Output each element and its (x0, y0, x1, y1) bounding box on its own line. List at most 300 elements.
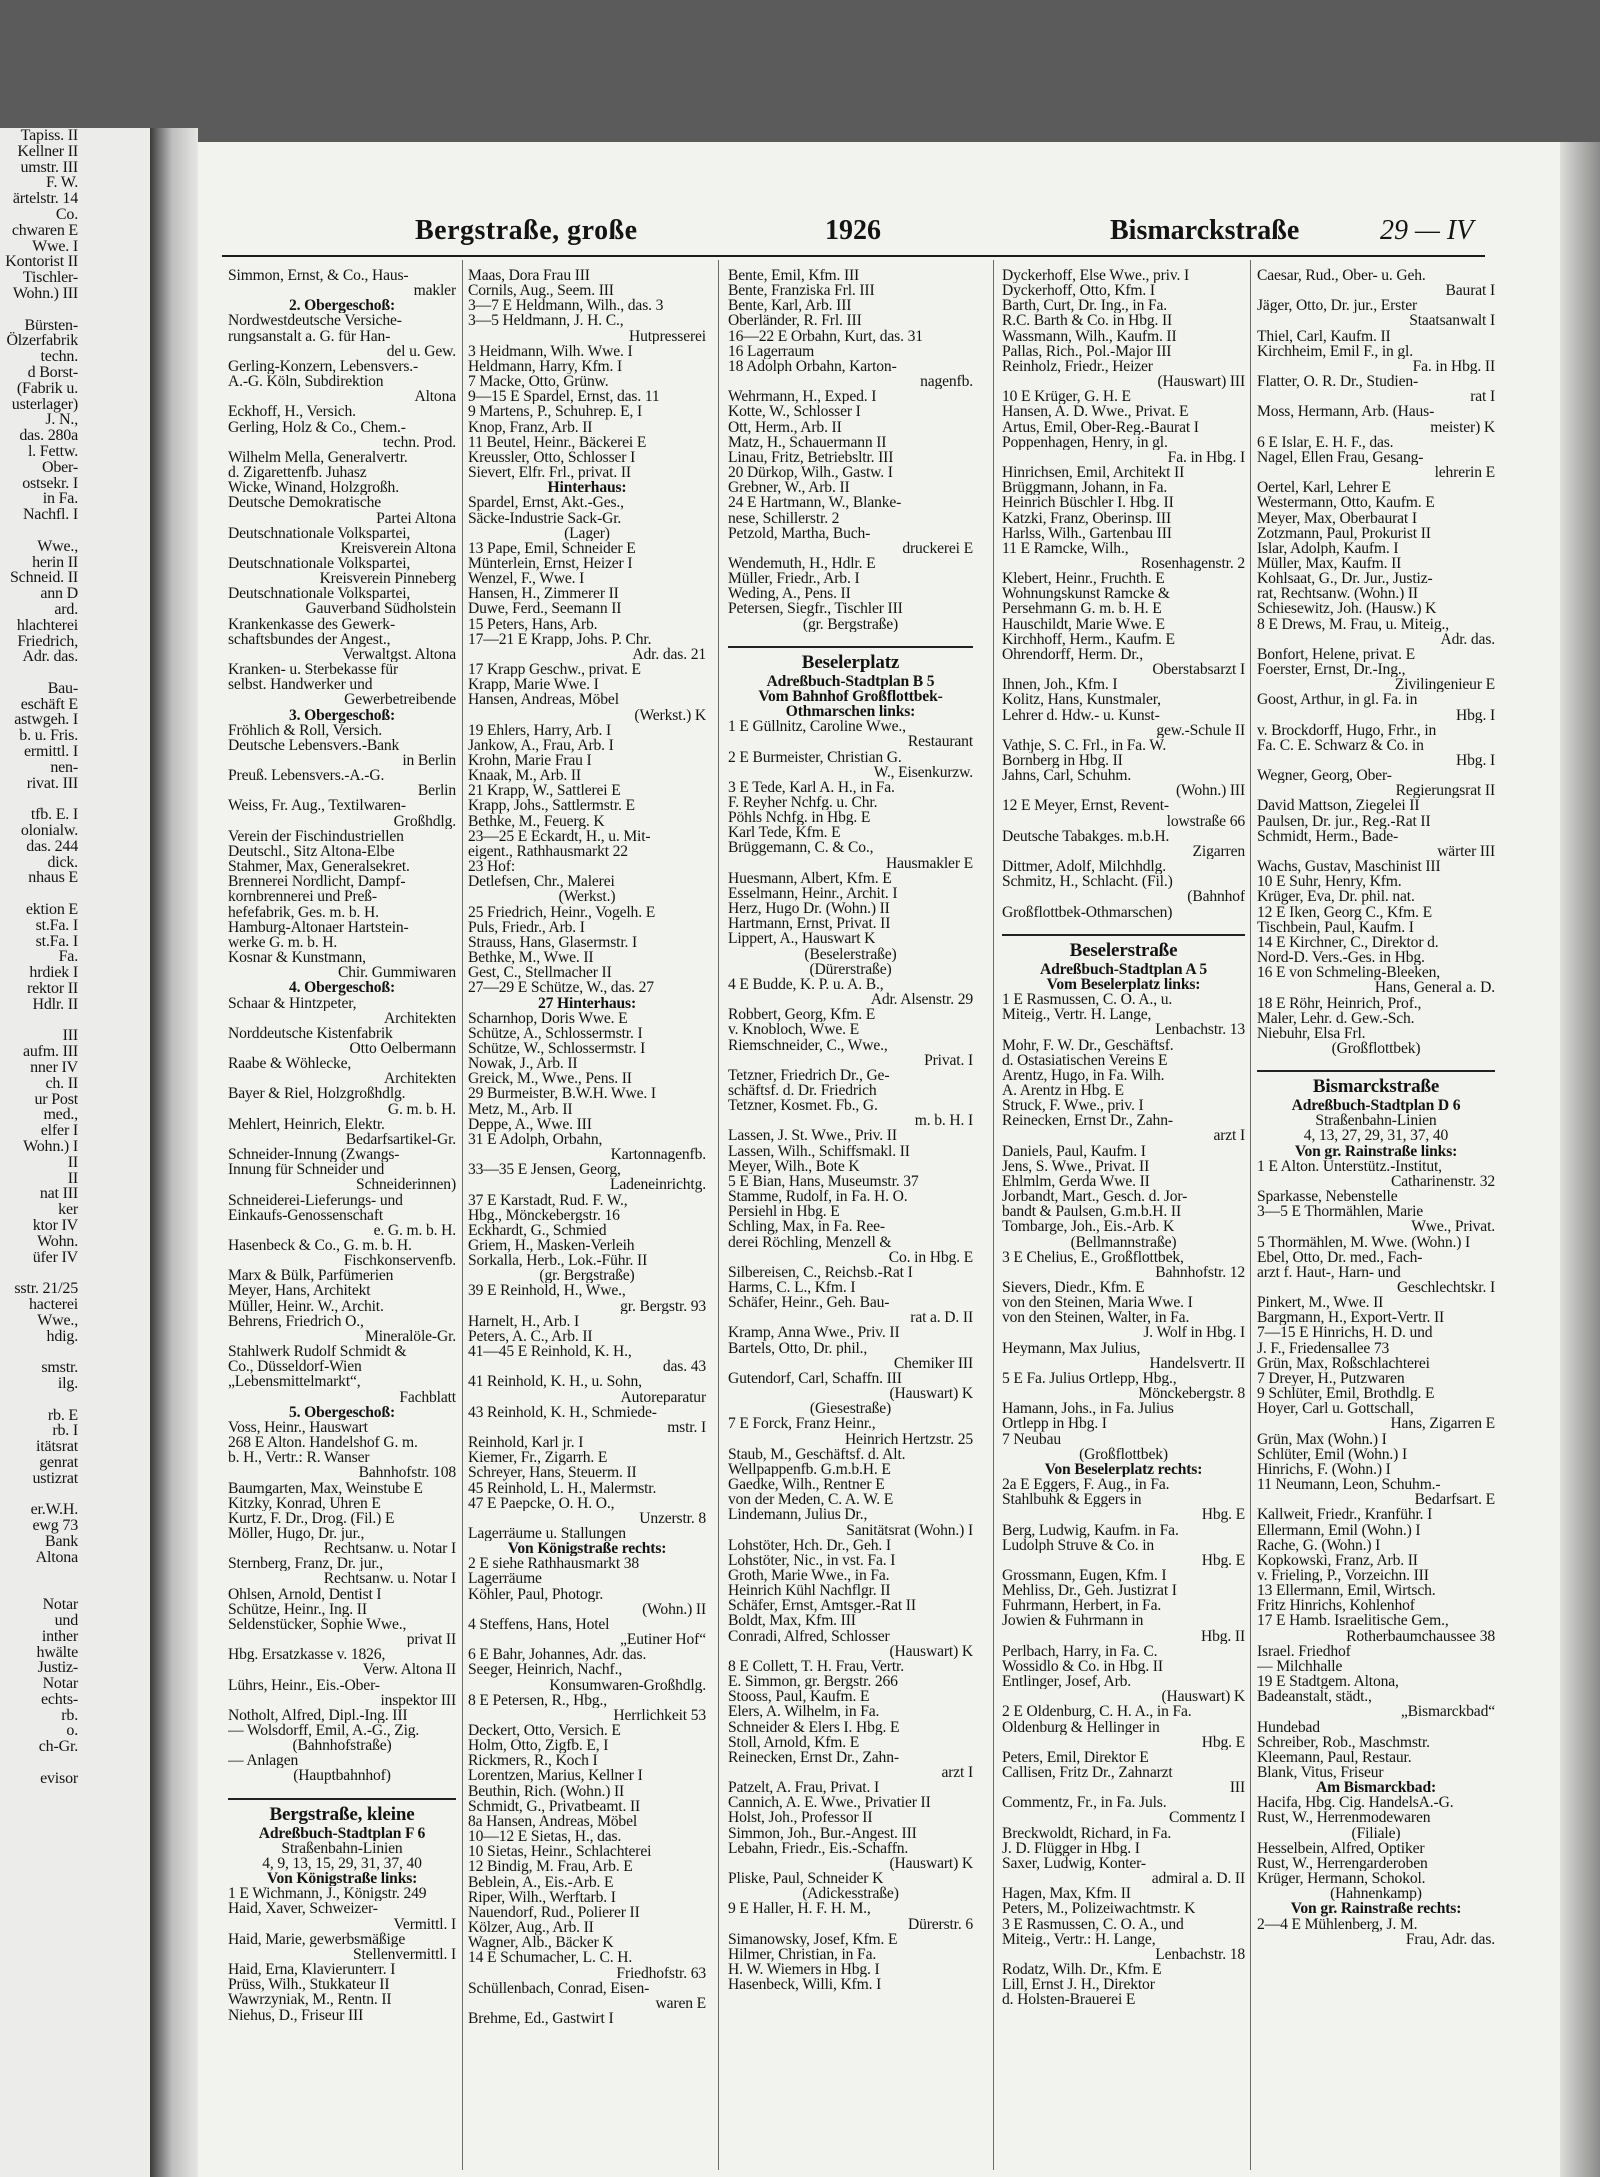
directory-entry: Holm, Otto, Zigfb. E, I (468, 1738, 609, 1754)
facing-page-line: Friedrich, (17, 632, 78, 650)
directory-entry: Wicke, Winand, Holzgroßh. (228, 480, 399, 496)
facing-page-line: Wwe., (37, 1311, 78, 1329)
facing-page-line: Bürsten- (24, 316, 78, 334)
facing-page-line: Bau- (47, 679, 78, 697)
facing-page-line: nhaus E (28, 869, 78, 887)
directory-entry: 45 Reinhold, L. H., Malermstr. (468, 1480, 657, 1496)
directory-entry: (Hauswart) K (889, 1643, 973, 1659)
directory-entry: e. G. m. b. H. (373, 1222, 456, 1238)
directory-entry: Holst, Joh., Professor II (728, 1810, 873, 1826)
directory-entry: 14 E Kirchner, C., Direktor d. (1257, 934, 1439, 951)
directory-entry: Architekten (384, 1071, 456, 1087)
directory-entry: Commentz I (1168, 1810, 1245, 1826)
directory-entry: Cornils, Aug., Seem. III (468, 283, 614, 299)
directory-entry: m. b. H. I (914, 1113, 973, 1129)
facing-page-line (0, 886, 150, 902)
directory-entry: Bente, Karl, Arb. III (728, 298, 852, 314)
facing-page-line (0, 1344, 150, 1360)
directory-entry: 4, 13, 27, 29, 31, 37, 40 (1303, 1128, 1449, 1144)
facing-page-line: und (54, 1611, 78, 1629)
directory-entry: Deutschnationale Volkspartei, (228, 525, 411, 541)
directory-entry: Sievert, Elfr. Frl., privat. II (468, 465, 631, 481)
directory-entry: Wassmann, Wilh., Kaufm. II (1002, 328, 1177, 344)
directory-entry: A.-G. Köln, Subdirektion (228, 374, 384, 390)
directory-entry: Miteig., Vertr.: H. Lange, (1002, 1931, 1156, 1947)
directory-entry: (gr. Bergstraße) (802, 616, 899, 632)
directory-entry: 24 E Hartmann, W., Blanke- (728, 495, 902, 511)
directory-entry: 41—45 E Reinhold, K. H., (468, 1344, 632, 1360)
directory-entry: Nauendorf, Rud., Polierer II (468, 1904, 640, 1921)
directory-entry: (Großflottbek) (1331, 1040, 1421, 1057)
directory-entry: rat, Rechtsanw. (Wohn.) II (1257, 586, 1418, 602)
directory-entry: Schütze, Heinr., Ing. II (228, 1601, 367, 1617)
directory-entry: von den Steinen, Maria Wwe. I (1002, 1295, 1193, 1311)
directory-entry: Straßenbahn-Linien (281, 1840, 403, 1856)
directory-entry: Schäfer, Ernst, Amtsger.-Rat II (728, 1598, 916, 1614)
directory-entry: 4 E Budde, K. P. u. A. B., (728, 976, 884, 993)
directory-entry: Herz, Hugo Dr. (Wohn.) II (728, 901, 890, 917)
directory-entry: F. Reyher Nchfg. u. Chr. (728, 795, 878, 811)
directory-entry: Mineralöle-Gr. (365, 1328, 456, 1345)
directory-entry: Von gr. Rainstraße links: (1294, 1143, 1458, 1159)
directory-entry: III (1229, 1780, 1245, 1796)
directory-entry: Tetzner, Kosmet. Fb., G. (728, 1098, 878, 1114)
directory-entry: Voss, Heinr., Hauswart (228, 1419, 368, 1436)
directory-entry: Scharnhop, Doris Wwe. E (468, 1010, 628, 1026)
directory-entry: Ihnen, Joh., Kfm. I (1002, 677, 1118, 693)
directory-entry: 2 E Oldenburg, C. H. A., in Fa. (1002, 1704, 1192, 1720)
directory-entry: Simmon, Ernst, & Co., Haus- (228, 268, 409, 284)
directory-entry: Von gr. Rainstraße rechts: (1290, 1901, 1462, 1917)
directory-entry: Hbg. I (1456, 753, 1495, 769)
directory-entry: Persiehl in Hbg. E (728, 1204, 840, 1220)
directory-entry: 3 E Tede, Karl A. H., in Fa. (728, 779, 895, 795)
directory-entry: techn. Prod. (382, 434, 456, 450)
directory-entry: Raabe & Wöhlecke, (228, 1056, 352, 1072)
directory-entry: Lorentzen, Marius, Kellner I (468, 1768, 643, 1784)
directory-entry: Adreßbuch-Stadtplan B 5 (766, 673, 935, 689)
directory-entry: Kopkowski, Franz, Arb. II (1257, 1552, 1418, 1568)
directory-entry: Groth, Marie Wwe., in Fa. (728, 1567, 890, 1584)
directory-column-2 (468, 268, 706, 2026)
directory-entry: 12 E Iken, Georg C., Kfm. E (1257, 904, 1432, 920)
directory-entry: Schütze, A., Schlossermstr. I (468, 1025, 643, 1041)
directory-entry: Ludolph Struve & Co. in (1002, 1537, 1155, 1553)
directory-entry: Katzki, Franz, Oberinsp. III (1002, 510, 1172, 526)
directory-entry: Deutschl., Sitz Altona-Elbe (228, 843, 395, 860)
directory-entry: Dürerstr. 6 (907, 1916, 973, 1932)
directory-entry: Reinecken, Ernst Dr., Zahn- (1002, 1113, 1173, 1129)
directory-entry: v. Knobloch, Wwe. E (728, 1022, 859, 1038)
directory-entry: Silbereisen, C., Reichsb.-Rat I (728, 1264, 913, 1280)
directory-entry: 41 Reinhold, K. H., u. Sohn, (468, 1374, 642, 1390)
directory-entry: Hbg., Mönckebergstr. 16 (468, 1207, 620, 1223)
directory-entry: Partei Altona (376, 510, 456, 526)
directory-entry: Gewerbetreibende (344, 692, 456, 708)
directory-entry: Schneiderinnen) (356, 1177, 456, 1193)
directory-entry: Vom Beselerplatz links: (1046, 976, 1201, 993)
directory-entry: Stoll, Arnold, Kfm. E (728, 1734, 860, 1750)
facing-page-line (0, 523, 150, 539)
directory-entry: Rodatz, Wilh. Dr., Kfm. E (1002, 1962, 1162, 1978)
directory-entry: Entlinger, Josef, Arb. (1002, 1674, 1132, 1690)
facing-page-line: astwgeh. I (14, 711, 78, 729)
facing-page-line: genrat (39, 1453, 78, 1471)
facing-page-line: Nachfl. I (22, 506, 78, 524)
directory-entry: (Hahnenkamp) (1330, 1886, 1422, 1902)
facing-page-line: II (67, 1153, 78, 1171)
directory-entry: Hoyer, Carl u. Gottschall, (1257, 1401, 1414, 1417)
directory-entry: Paulsen, Dr. jur., Reg.-Rat II (1257, 813, 1431, 829)
directory-entry: 39 E Reinhold, H., Wwe., (468, 1283, 626, 1299)
directory-entry: Hartmann, Ernst, Privat. II (728, 916, 891, 932)
directory-entry: Konsumwaren-Großhdlg. (549, 1677, 706, 1693)
directory-entry: 7 Dreyer, H., Putzwaren (1257, 1370, 1405, 1387)
directory-entry: David Mattson, Ziegelei II (1257, 798, 1420, 814)
directory-entry: 10 E Krüger, G. H. E (1002, 389, 1131, 405)
directory-entry: Prüss, Wilh., Stukkateur II (228, 1977, 390, 1993)
directory-entry: Autoreparatur (620, 1389, 706, 1405)
directory-entry: v. Brockdorff, Hugo, Frhr., in (1257, 722, 1437, 738)
directory-entry: 14 E Schumacher, L. C. H. (468, 1950, 633, 1966)
directory-entry: Bonfort, Helene, privat. E (1257, 646, 1416, 663)
directory-entry: Peters, A. C., Arb. II (468, 1328, 593, 1345)
facing-page-line: ard. (54, 600, 78, 618)
directory-entry: Detlefsen, Chr., Malerei (468, 874, 615, 890)
directory-entry: 13 Ellermann, Emil, Wirtsch. (1257, 1583, 1436, 1599)
facing-page-line: Kontorist II (5, 253, 78, 271)
directory-entry: Hinrichs, F. (Wohn.) I (1257, 1461, 1391, 1478)
directory-entry: Krohn, Marie Frau I (468, 753, 592, 769)
directory-entry: Wehrmann, H., Exped. I (728, 389, 877, 405)
directory-entry: Friedhofstr. 63 (616, 1965, 706, 1981)
facing-page-line: ann D (40, 585, 78, 603)
facing-page-line: nner IV (30, 1059, 78, 1077)
directory-entry: Arentz, Hugo, in Fa. Wilh. (1002, 1067, 1165, 1083)
directory-entry: Lenbachstr. 18 (1155, 1946, 1245, 1963)
directory-entry: Schreyer, Hans, Steuerm. II (468, 1465, 637, 1481)
facing-page-line: Bank (45, 1532, 78, 1550)
directory-entry: Von Beselerplatz rechts: (1044, 1461, 1203, 1478)
directory-entry: Deutschnationale Volkspartei, (228, 555, 411, 572)
directory-entry: Säcke-Industrie Sack-Gr. (468, 510, 622, 526)
facing-page-line: Ober- (42, 458, 78, 476)
directory-entry: Ladeneinrichtg. (609, 1177, 706, 1193)
directory-entry: Frau, Adr. das. (1405, 1931, 1495, 1947)
directory-entry: Pliske, Paul, Schneider K (728, 1871, 884, 1887)
directory-entry: Vathje, S. C. Frl., in Fa. W. (1002, 737, 1167, 753)
directory-entry: Möller, Hugo, Dr. jur., (228, 1525, 365, 1542)
facing-page-line: st.Fa. I (35, 932, 78, 950)
facing-page-line: l. Fettw. (27, 442, 78, 460)
directory-entry: Geschlechtskr. I (1396, 1280, 1495, 1296)
directory-entry: 27—29 E Schütze, W., das. 27 (468, 980, 654, 996)
directory-entry: privat II (406, 1632, 456, 1648)
directory-entry: Reinecken, Ernst Dr., Zahn- (728, 1749, 899, 1765)
directory-entry: Kirchhoff, Herm., Kaufm. E (1002, 631, 1175, 647)
directory-entry: Müller, Friedr., Arb. I (728, 571, 860, 587)
directory-entry: Hasenbeck & Co., G. m. b. H. (228, 1238, 412, 1254)
directory-entry: Krüger, Hermann, Schokol. (1257, 1871, 1426, 1887)
directory-entry: J. F., Friedensallee 73 (1257, 1340, 1390, 1356)
directory-entry: arzt f. Haut-, Harn- und (1257, 1264, 1401, 1280)
directory-entry: Gerling, Holz & Co., Chem.- (228, 419, 406, 435)
facing-page-line: ektion E (25, 901, 78, 919)
directory-entry: 9 Martens, P., Schuhrep. E, I (468, 404, 643, 420)
directory-entry: 27 Hinterhaus: (538, 995, 636, 1011)
directory-entry: Hansen, H., Zimmerer II (468, 586, 619, 602)
directory-entry: Großflottbek-Othmarschen) (1002, 904, 1173, 920)
directory-entry: Schlüter, Emil (Wohn.) I (1257, 1446, 1407, 1462)
facing-page-line: Tapiss. II (20, 128, 78, 144)
directory-entry: Schling, Max, in Fa. Ree- (728, 1219, 885, 1235)
directory-entry: 6 E Islar, E. H. F., das. (1257, 434, 1394, 450)
directory-entry: von der Meden, C. A. W. E (728, 1492, 894, 1508)
facing-page-line: das. 280a (19, 427, 78, 445)
directory-entry: Grün, Max, Roßschlachterei (1257, 1355, 1430, 1371)
directory-entry: Bayer & Riel, Holzgroßhdlg. (228, 1086, 406, 1102)
facing-page-line: d Borst- (27, 363, 78, 381)
directory-entry: Dittmer, Adolf, Milchhdlg. (1002, 859, 1166, 875)
directory-entry: Tischbein, Paul, Kaufm. I (1257, 919, 1414, 935)
directory-entry: Eckhoff, H., Versich. (228, 404, 356, 420)
facing-page-line: ker (58, 1201, 78, 1219)
directory-entry: del u. Gew. (386, 343, 456, 359)
directory-entry (728, 632, 973, 646)
street-heading: Beselerstraße (1002, 934, 1245, 962)
directory-entry: das. 43 (662, 1359, 706, 1375)
directory-entry: Schmitz, H., Schlacht. (Fil.) (1002, 874, 1173, 890)
directory-entry: Gauverband Südholstein (305, 601, 456, 617)
facing-page-line: echts- (40, 1690, 78, 1708)
directory-entry: arzt I (941, 1765, 973, 1781)
directory-entry: Moss, Hermann, Arb. (Haus- (1257, 404, 1435, 420)
directory-entry: 18 Adolph Orbahn, Karton- (728, 358, 897, 375)
directory-entry: schäftsf. d. Dr. Friedrich (728, 1082, 877, 1099)
directory-entry: Jäger, Otto, Dr. jur., Erster (1257, 298, 1418, 314)
directory-entry: Bente, Franziska Frl. III (728, 283, 875, 299)
directory-entry: Islar, Adolph, Kaufm. I (1257, 540, 1399, 556)
directory-entry: Stahlwerk Rudolf Schmidt & (228, 1344, 407, 1360)
directory-entry: Fischkonservenfb. (343, 1253, 456, 1269)
directory-entry: „Eutiner Hof“ (620, 1632, 706, 1648)
directory-entry: G. m. b. H. (387, 1101, 456, 1117)
directory-entry: Lagerräume (468, 1571, 542, 1587)
facing-page-line: Wwe. I (32, 237, 78, 255)
directory-entry: 43 Reinhold, K. H., Schmiede- (468, 1404, 657, 1420)
directory-entry: Fachblatt (399, 1389, 456, 1405)
facing-page-line: hrdiek I (29, 964, 78, 982)
directory-entry: Foerster, Ernst, Dr.-Ing., (1257, 662, 1406, 678)
directory-entry: 3—7 E Heldmann, Wilh., das. 3 (468, 298, 664, 314)
directory-entry (1257, 1056, 1495, 1070)
directory-entry: J. D. Flügger in Hbg. I (1002, 1840, 1140, 1856)
directory-entry: nese, Schillerstr. 2 (728, 510, 840, 526)
directory-entry: Fa. C. E. Schwarz & Co. in (1257, 737, 1424, 753)
directory-entry: Adr. das. 21 (632, 646, 706, 663)
directory-entry: Fa. in Hbg. II (1412, 358, 1495, 375)
directory-entry: v. Frieling, P., Vorzeichn. III (1257, 1567, 1429, 1584)
book-gutter (150, 128, 198, 2177)
directory-entry: 16 E von Schmeling-Bleeken, (1257, 965, 1441, 981)
directory-entry: Von Königstraße links: (266, 1871, 418, 1887)
directory-entry: Krapp, Marie Wwe. I (468, 677, 599, 693)
directory-entry: Deutsche Demokratische (228, 495, 382, 511)
directory-entry: Petzold, Martha, Buch- (728, 525, 871, 541)
directory-entry: 4, 9, 13, 15, 29, 31, 37, 40 (262, 1855, 422, 1872)
directory-entry: Jorbandt, Mart., Gesch. d. Jor- (1002, 1189, 1188, 1205)
facing-page-line: ur Post (34, 1090, 78, 1108)
directory-entry: Schneider & Elers I. Hbg. E (728, 1719, 900, 1735)
facing-page-line: ewg 73 (32, 1517, 78, 1535)
directory-entry: Bartels, Otto, Dr. phil., (728, 1340, 868, 1356)
directory-entry: Bahnhofstr. 12 (1155, 1264, 1245, 1280)
directory-entry: Chir. Gummiwaren (337, 965, 456, 981)
directory-entry: Schneider-Innung (Zwangs- (228, 1147, 400, 1163)
directory-entry: gew.-Schule II (1156, 722, 1245, 738)
directory-entry: Hinrichsen, Emil, Architekt II (1002, 465, 1185, 481)
directory-entry: Wilhelm Mella, Generalvertr. (228, 449, 408, 466)
facing-page-line: ilg. (57, 1374, 78, 1392)
directory-entry: kornbrennerei und Preß- (228, 889, 377, 905)
directory-entry: Matz, H., Schauermann II (728, 434, 887, 450)
directory-entry: Commentz, Fr., in Fa. Juls. (1002, 1795, 1167, 1811)
directory-entry: Rickmers, R., Koch I (468, 1753, 598, 1769)
directory-entry: Nordwestdeutsche Versiche- (228, 313, 402, 329)
directory-entry: Kramp, Anna Wwe., Priv. II (728, 1325, 900, 1341)
directory-entry: Conradi, Alfred, Schlosser (728, 1628, 890, 1644)
directory-entry: Petersen, Siegfr., Tischler III (728, 601, 903, 617)
directory-entry: Elers, A. Wilhelm, in Fa. (728, 1704, 880, 1720)
directory-entry: eigent., Rathhausmarkt 22 (468, 843, 628, 860)
directory-entry: Gest, C., Stellmacher II (468, 965, 612, 981)
facing-page-line: umstr. III (20, 158, 78, 176)
directory-entry: Hauschildt, Marie Wwe. E (1002, 616, 1165, 632)
directory-entry: Kurtz, F. Dr., Drog. (Fil.) E (228, 1510, 395, 1526)
directory-entry: Adreßbuch-Stadtplan D 6 (1291, 1098, 1461, 1114)
directory-entry: Oertel, Karl, Lehrer E (1257, 480, 1391, 496)
directory-entry: Gerling-Konzern, Lebensvers.- (228, 358, 419, 375)
facing-page-line: in Fa. (42, 490, 78, 508)
facing-page-line: dick. (47, 853, 78, 871)
facing-page-line: Justiz- (37, 1659, 78, 1677)
directory-entry: Sievers, Diedr., Kfm. E (1002, 1280, 1145, 1296)
facing-page-line: Notar (42, 1675, 78, 1693)
directory-entry: 3—5 E Thormählen, Marie (1257, 1204, 1424, 1220)
directory-entry: Niebuhr, Elsa Frl. (1257, 1025, 1366, 1041)
directory-entry: Peters, Emil, Direktor E (1002, 1749, 1149, 1765)
directory-entry: 5 E Fa. Julius Ortlepp, Hbg., (1002, 1370, 1177, 1387)
directory-entry: Pallas, Rich., Pol.-Major III (1002, 343, 1172, 359)
directory-entry: 18 E Röhr, Heinrich, Prof., (1257, 995, 1422, 1011)
directory-entry: Harnelt, H., Arb. I (468, 1313, 580, 1329)
directory-entry: 9 E Haller, H. F. H. M., (728, 1901, 871, 1917)
directory-entry: Kolitz, Hans, Kunstmaler, (1002, 692, 1161, 708)
directory-entry: Struck, F. Wwe., priv. I (1002, 1098, 1144, 1114)
directory-entry: Harlss, Wilh., Gartenbau III (1002, 525, 1172, 541)
facing-page-line: Wwe., (37, 537, 78, 555)
directory-entry: 10—12 E Sietas, H., das. (468, 1829, 622, 1845)
directory-entry: admiral a. D. II (1151, 1871, 1245, 1887)
directory-entry: inspektor III (380, 1692, 456, 1708)
facing-page-line: evisor (40, 1769, 78, 1787)
directory-entry: Patzelt, A. Frau, Privat. I (728, 1780, 879, 1796)
directory-entry: 10 E Suhr, Henry, Kfm. (1257, 874, 1402, 890)
directory-entry: mstr. I (667, 1419, 706, 1436)
directory-entry: Architekten (384, 1010, 456, 1026)
directory-entry: 7 Macke, Otto, Grünw. (468, 374, 609, 390)
directory-entry: (Hauswart) K (889, 1386, 973, 1402)
column-divider (1250, 260, 1251, 2170)
directory-entry: Jens, S. Wwe., Privat. II (1002, 1158, 1150, 1174)
directory-entry: Bedarfsartikel-Gr. (345, 1131, 456, 1148)
directory-entry: Boldt, Max, Kfm. III (728, 1613, 856, 1629)
directory-entry: 29 Burmeister, B.W.H. Wwe. I (468, 1086, 656, 1102)
directory-entry: 4. Obergeschoß: (288, 980, 396, 996)
directory-entry: Hamburg-Altonaer Hartstein- (228, 919, 409, 935)
directory-entry: Breckwoldt, Richard, in Fa. (1002, 1825, 1172, 1841)
directory-entry: Dyckerhoff, Otto, Kfm. I (1002, 283, 1155, 299)
directory-entry: E. Simmon, gr. Bergstr. 266 (728, 1674, 898, 1690)
facing-page-line: tfb. E. I (30, 806, 78, 824)
directory-entry: Thiel, Carl, Kaufm. II (1257, 328, 1391, 344)
directory-entry: Linau, Fritz, Betriebsltr. III (728, 449, 894, 466)
directory-entry: Baumgarten, Max, Weinstube E (228, 1480, 423, 1496)
directory-entry: Knaak, M., Arb. II (468, 768, 581, 784)
directory-entry: Hausmakler E (886, 855, 973, 871)
directory-entry: Preuß. Lebensvers.-A.-G. (228, 768, 385, 784)
directory-entry: 11 Neumann, Leon, Schuhm.- (1257, 1477, 1441, 1493)
facing-page-line (0, 1581, 150, 1597)
directory-entry: bandt & Paulsen, G.m.b.H. II (1002, 1204, 1182, 1220)
directory-entry: 12 E Meyer, Ernst, Revent- (1002, 798, 1169, 814)
directory-entry: Fa. in Hbg. I (1167, 449, 1245, 466)
directory-entry: (Großflottbek) (1079, 1446, 1168, 1462)
facing-page-line: nen- (50, 758, 78, 776)
directory-entry: Strauss, Hans, Glasermstr. I (468, 934, 638, 951)
directory-entry: (Bahnhofstraße) (292, 1738, 392, 1754)
directory-entry: (Bellmannstraße) (1070, 1234, 1177, 1250)
directory-entry: Müller, Heinr. W., Archit. (228, 1298, 384, 1314)
directory-entry: Kohlsaat, G., Dr. Jur., Justiz- (1257, 571, 1433, 587)
facing-page-line: rektor II (26, 980, 78, 998)
directory-entry: Caesar, Rud., Ober- u. Geh. (1257, 268, 1426, 284)
directory-entry: Othmarschen links: (785, 704, 916, 720)
directory-entry: Hbg. E (1201, 1507, 1245, 1523)
facing-page-line (0, 1265, 150, 1281)
directory-entry: Bethke, M., Feuerg. K (468, 813, 605, 829)
directory-entry: 1 E Wichmann, J., Königstr. 249 (228, 1886, 427, 1902)
directory-entry: Callisen, Fritz Dr., Zahnarzt (1002, 1765, 1173, 1781)
directory-entry: Bente, Emil, Kfm. III (728, 268, 860, 284)
facing-page-line: hlachterei (16, 616, 78, 634)
directory-entry: Hesselbein, Alfred, Optiker (1257, 1840, 1425, 1856)
directory-entry: Simanowsky, Josef, Kfm. E (728, 1931, 898, 1947)
facing-page-line: Tischler- (22, 269, 78, 287)
directory-entry: Hacifa, Hbg. Cig. HandelsA.-G. (1257, 1795, 1454, 1811)
facing-page-line: o. (66, 1722, 78, 1740)
header-street-right: Bismarckstraße (1110, 215, 1300, 246)
directory-entry: Stooss, Paul, Kaufm. E (728, 1689, 870, 1705)
directory-entry: 10 Sietas, Heinr., Schlachterei (468, 1844, 652, 1860)
directory-entry: Wenzel, F., Wwe. I (468, 571, 585, 587)
directory-entry: Hilmer, Christian, in Fa. (728, 1946, 877, 1963)
directory-entry: Mehliss, Dr., Geh. Justizrat I (1002, 1583, 1177, 1599)
facing-page-line: aufm. III (22, 1043, 78, 1061)
directory-entry: 21 Krapp, W., Sattlerei E (468, 783, 621, 799)
directory-entry: Rechtsanw. u. Notar I (323, 1571, 456, 1587)
directory-entry: Bethke, M., Wwe. II (468, 950, 594, 966)
